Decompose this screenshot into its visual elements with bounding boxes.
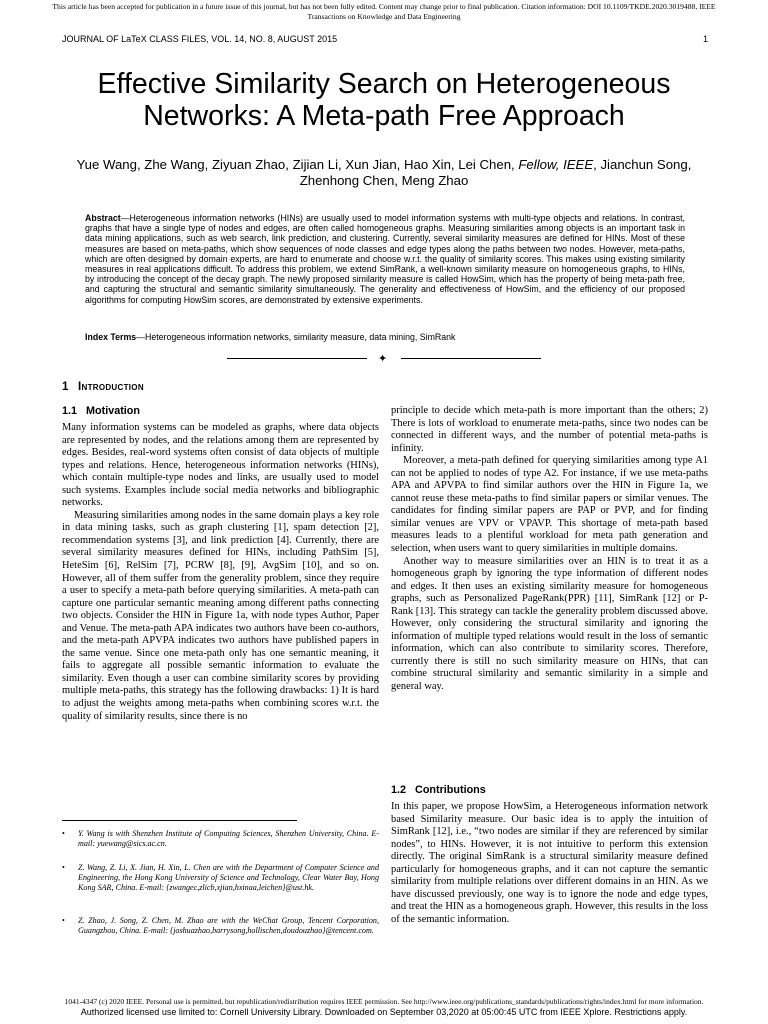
section-heading-introduction xyxy=(62,381,144,393)
subsection-title: Contributions xyxy=(415,784,486,796)
publication-notice xyxy=(0,2,768,22)
bullet-icon: • xyxy=(62,829,65,838)
right-paragraph-4: In this paper, we propose HowSim, a Heterogeneous information network based Similarity measure. Our basic idea is to apply the intuition of SimRank [12], i.e., “two nodes are similar if they are referenced by similar nodes”, to HINs. However, it is not intuitive to perform this extension directly. The original SimRank is a structural similarity measure defined particularly for homogeneous graphs, and it can not capture the semantic similarity from multiple relations over different domains in an HIN. As we have discussed previously, one way is to ignore the node and edge types, and treat the HIN as a homogeneous graph. However, this results in the loss of the semantic information. xyxy=(391,801,708,925)
bullet-icon: • xyxy=(62,916,65,925)
right-paragraph-3: Another way to measure similarities over an HIN is to treat it as a homogeneous graph by ignoring the type information of different nodes and edges. It then uses an existing similarity measure for homogeneous graphs, such as Personalized PageRank(PPR) [11], SimRank [12] or P-Rank [13]. This strategy can tackle the generality problem discussed above. However, only considering the structural similarity and ignoring the information of multiple typed relations would result in the loss of semantic information, which can also contribute to similarity scores. Therefore, currently there is still no such similarity measure on HINs, that can combine structural similarity and semantic similarity in a simple and general way. xyxy=(391,555,708,693)
notice-line-2: Transactions on Knowledge and Data Engineering xyxy=(307,12,461,21)
copyright-notice: 1041-4347 (c) 2020 IEEE. Personal use is permitted, but republication/redistribution requires IEEE permission. See http://www.ieee.org/publications_standards/publications/rights/index.html for more information. xyxy=(64,997,704,1006)
footnote-text: Z. Zhao, J. Song, Z. Chen, M. Zhao are with the WeChat Group, Tencent Corporation, Guangzhou, China. E-mail: {joshuazhao,barrysong,hollischen,doudouzhao}@tencent.com. xyxy=(78,916,379,935)
fellow-title: Fellow, IEEE xyxy=(518,157,594,172)
footnote-affiliation-3 xyxy=(62,916,379,936)
license-notice: Authorized licensed use limited to: Cornell University Library. Downloaded on September 03,2020 at 05:00:45 UTC from IEEE Xplore. Restrictions apply. xyxy=(80,1007,688,1017)
subsection-title: Motivation xyxy=(86,405,140,417)
right-column xyxy=(391,405,708,694)
running-head xyxy=(62,34,708,44)
section-title: Introduction xyxy=(78,381,144,393)
right-paragraph-1: principle to decide which meta-path is more important than the others; 2) There is lots of workload to enumerate meta-paths, since two nodes can be connected in different ways, and the number of potential meta-paths is infinity. xyxy=(391,405,708,454)
right-column-contributions xyxy=(391,801,708,926)
left-paragraph-2: Measuring similarities among nodes in the same domain plays a key role in data mining tasks, such as graph clustering [1], spam detection [2], recommendation systems [3], and link prediction [4]. Currently, there are several similarity measures defined for HINs, including PathSim [5], HeteSim [6], RelSim [7], PCRW [8], [9], AvgSim [10], and so on. However, all of them suffer from the generality problem, since they require a user to specify a meta-path before querying similarities. A meta-path can capture one particular semantic meaning among different paths connecting two objects. Consider the HIN in Figure 1a, with node types Author, Paper and Venue. The meta-path APA indicates two authors have been co-authors, and the meta-path APVPA indicates two authors have published papers in the same venue. Since one meta-path only has one semantic meaning, it fails to aggregate all possible semantic information to evaluate the similarity. Even though a user can combine similarity scores by providing multiple meta-paths, this strategy has the following drawbacks: 1) It is hard to adjust the weights among meta-paths when combining scores w.r.t. the quality of similarity results, since there is no xyxy=(62,509,379,722)
page-number: 1 xyxy=(702,34,708,44)
separator-line-right xyxy=(401,358,541,359)
separator-diamond-icon: ✦ xyxy=(378,353,388,365)
footnote-affiliation-1 xyxy=(62,829,379,849)
subsection-heading-motivation xyxy=(62,405,140,417)
footnote-affiliation-2 xyxy=(62,863,379,893)
journal-header: JOURNAL OF LaTeX CLASS FILES, VOL. 14, NO. 8, AUGUST 2015 xyxy=(62,34,338,44)
subsection-number: 1.1 xyxy=(62,405,78,417)
footnote-text: Y. Wang is with Shenzhen Institute of Computing Sciences, Shenzhen University, China. E-mail: yuewang@sics.ac.cn. xyxy=(78,829,379,848)
section-number: 1 xyxy=(62,381,69,393)
right-paragraph-2: Moreover, a meta-path defined for querying similarities among type A1 can not be applied to nodes of type A2. For instance, if we use meta-paths APA and APVPA to find similar authors over the HIN in Figure 1a, we cannot reuse these meta-paths to find similar papers or similar venues. The candidates for finding similar papers are PAP or PVP, and for finding similar venues are VPV or VPAVP. This shortage of meta-path based measures leads to a plentiful workload for meta path generation and selection, when users want to query similarities in multiple domains. xyxy=(391,455,708,555)
left-paragraph-1: Many information systems can be modeled as graphs, where data objects are represented by nodes, and the relations among them are represented by edges. Besides, real-word systems often consist of data objects of multiple types and relations. Hence, heterogeneous information networks (HINs), which contain multiple-type nodes and links, are usually used to model such systems. Examples include social media networks and bibliographic networks. xyxy=(62,422,379,509)
abstract-text: —Heterogeneous information networks (HINs) are usually used to model information systems with multi-type objects and relations. In contrast, graphs that have a single type of nodes and edges, are often called homogeneous graphs. Measuring similarities among objects is an important task in data mining applications, such as web search, link prediction, and clustering. Currently, several similarity measures are defined for HINs. Most of these measures are based on meta-paths, which show sequences of node classes and edge types along the paths between two nodes. However, meta-paths, which are often designed by domain experts, are hard to enumerate and choose w.r.t. the quality of similarity scores. This makes using existing similarity measures in real applications difficult. To address this problem, we extend SimRank, a well-known similarity measure on homogeneous graphs, to HINs, by introducing the concept of the decay graph. The newly proposed similarity measure is called HowSim, which has the property of being meta-path free, and capturing the structural and semantic similarity simultaneously. The generality and effectiveness of HowSim, and the efficiency of our proposed algorithms for computing HowSim scores, are demonstrated by extensive experiments. xyxy=(85,213,685,305)
index-terms-label: Index Terms xyxy=(85,332,137,342)
footnote-text: Z. Wang, Z. Li, X. Jian, H. Xin, L. Chen are with the Department of Computer Science and Engineering, the Hong Kong University of Science and Technology, Clear Water Bay, Hong Kong SAR, China. E-mail: {zwangec,zlicb,xjian,hxinaa,leichen}@ust.hk. xyxy=(78,863,379,892)
left-column xyxy=(62,422,379,723)
authors-part-2: , Jianchun Song, xyxy=(593,157,692,172)
index-terms-text: —Heterogeneous information networks, similarity measure, data mining, SimRank xyxy=(136,332,456,342)
separator-line-left xyxy=(227,358,367,359)
author-list xyxy=(40,157,728,189)
section-separator xyxy=(227,352,541,366)
index-terms xyxy=(85,332,685,342)
abstract xyxy=(85,213,685,305)
footnote-rule xyxy=(62,820,297,821)
subsection-heading-contributions xyxy=(391,784,486,796)
bullet-icon: • xyxy=(62,863,65,872)
author-line-2: Zhenhong Chen, Meng Zhao xyxy=(299,173,469,188)
subsection-number: 1.2 xyxy=(391,784,407,796)
authors-part-1: Yue Wang, Zhe Wang, Ziyuan Zhao, Zijian Li, Xun Jian, Hao Xin, Lei Chen, xyxy=(76,157,515,172)
notice-line-1: This article has been accepted for publication in a future issue of this journal, but has not been fully edited. Content may change prior to final publication. Citation information: DOI 10.1109/TKDE.2020.3019488, IEEE xyxy=(52,2,716,11)
author-line-1 xyxy=(40,157,728,173)
abstract-label: Abstract xyxy=(85,213,121,223)
title-line-1: Effective Similarity Search on Heterogeneous xyxy=(97,68,671,100)
paper-title xyxy=(40,68,728,132)
title-line-2: Networks: A Meta-path Free Approach xyxy=(143,100,625,132)
